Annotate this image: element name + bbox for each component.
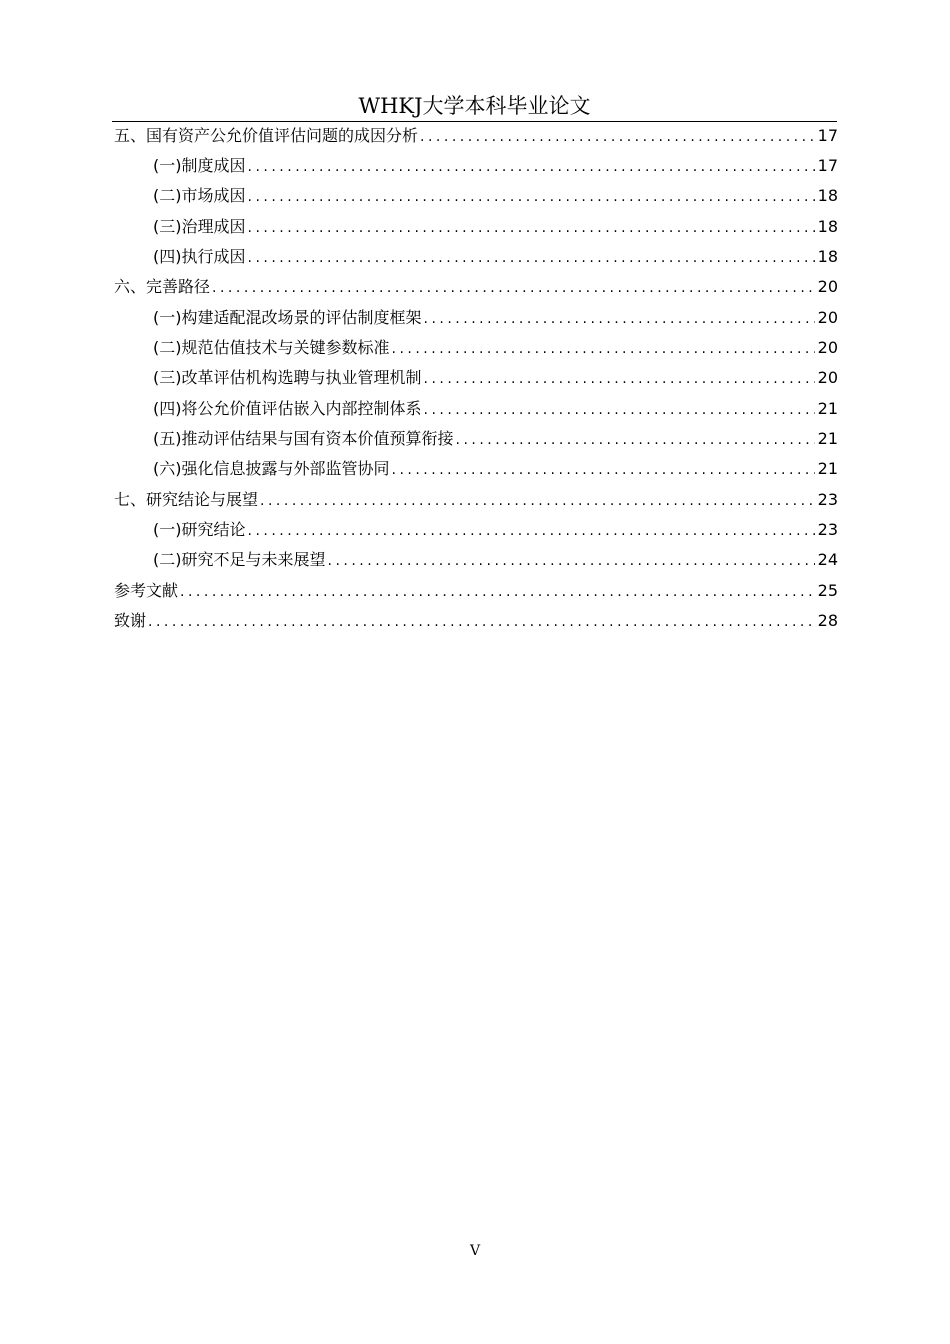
toc-leader-dots (248, 185, 815, 209)
toc-entry[interactable] (153, 397, 838, 421)
toc-entry[interactable] (114, 275, 838, 299)
toc-entry[interactable] (153, 518, 838, 542)
toc-entry-title: (三)治理成因 (153, 217, 246, 236)
toc-entry[interactable] (153, 306, 838, 330)
toc-entry-page: 25 (817, 581, 838, 600)
toc-leader-dots (424, 398, 815, 422)
toc-entry[interactable] (153, 336, 838, 360)
toc-entry-title: (四)将公允价值评估嵌入内部控制体系 (153, 399, 422, 418)
toc-entry-page: 23 (817, 520, 838, 539)
toc-entry[interactable] (153, 457, 838, 481)
toc-entry-title: 参考文献 (114, 581, 179, 600)
toc-entry-page: 28 (817, 611, 838, 630)
toc-leader-dots (328, 549, 815, 573)
toc-leader-dots (248, 246, 815, 270)
toc-entry-title: (四)执行成因 (153, 247, 246, 266)
toc-entry-page: 21 (817, 399, 838, 418)
toc-entry-page: 18 (817, 186, 838, 205)
page-number: V (469, 1243, 481, 1259)
toc-entry-page: 20 (817, 338, 838, 357)
toc-entry-title: 七、研究结论与展望 (114, 490, 259, 509)
toc-entry-page: 24 (817, 550, 838, 569)
toc-leader-dots (392, 337, 815, 361)
toc-entry[interactable] (114, 579, 838, 603)
toc-leader-dots (456, 428, 815, 452)
header-title: WHKJ大学本科毕业论文 (358, 94, 591, 118)
toc-entry-title: (二)规范估值技术与关键参数标准 (153, 338, 390, 357)
toc-entry-title: (一)制度成因 (153, 156, 246, 175)
toc-entry-page: 17 (817, 156, 838, 175)
toc-entry[interactable] (153, 245, 838, 269)
toc-entry-page: 18 (817, 247, 838, 266)
toc-entry[interactable] (153, 548, 838, 572)
toc-entry-title: (一)研究结论 (153, 520, 246, 539)
toc-entry[interactable] (114, 124, 838, 148)
toc-entry-title: 致谢 (114, 611, 147, 630)
toc-leader-dots (260, 489, 815, 513)
toc-leader-dots (248, 216, 815, 240)
toc-entry-title: (二)市场成因 (153, 186, 246, 205)
toc-entry-page: 21 (817, 459, 838, 478)
toc-entry-title: (六)强化信息披露与外部监管协同 (153, 459, 390, 478)
toc-leader-dots (248, 155, 815, 179)
toc-entry-page: 17 (817, 126, 838, 145)
toc-entry-page: 23 (817, 490, 838, 509)
toc-entry-page: 20 (817, 308, 838, 327)
toc-leader-dots (248, 519, 815, 543)
page-header (112, 92, 837, 122)
toc-entry[interactable] (114, 488, 838, 512)
toc-entry-page: 18 (817, 217, 838, 236)
toc-entry[interactable] (114, 609, 838, 633)
toc-entry[interactable] (153, 184, 838, 208)
toc-entry[interactable] (153, 215, 838, 239)
toc-entry-title: (二)研究不足与未来展望 (153, 550, 326, 569)
toc-entry-title: (一)构建适配混改场景的评估制度框架 (153, 308, 422, 327)
toc-leader-dots (424, 307, 815, 331)
toc-leader-dots (148, 610, 815, 634)
toc-leader-dots (392, 458, 815, 482)
toc-entry[interactable] (153, 427, 838, 451)
toc-entry-title: (五)推动评估结果与国有资本价值预算衔接 (153, 429, 454, 448)
toc-leader-dots (180, 580, 815, 604)
toc-entry[interactable] (153, 154, 838, 178)
toc-leader-dots (420, 125, 815, 149)
toc-entry-title: 六、完善路径 (114, 277, 211, 296)
toc-entry-page: 20 (817, 277, 838, 296)
toc-leader-dots (424, 367, 815, 391)
toc-entry-title: (三)改革评估机构选聘与执业管理机制 (153, 368, 422, 387)
toc-entry-page: 21 (817, 429, 838, 448)
toc-entry-title: 五、国有资产公允价值评估问题的成因分析 (114, 126, 419, 145)
toc-leader-dots (212, 276, 815, 300)
toc-entry[interactable] (153, 366, 838, 390)
toc-entry-page: 20 (817, 368, 838, 387)
